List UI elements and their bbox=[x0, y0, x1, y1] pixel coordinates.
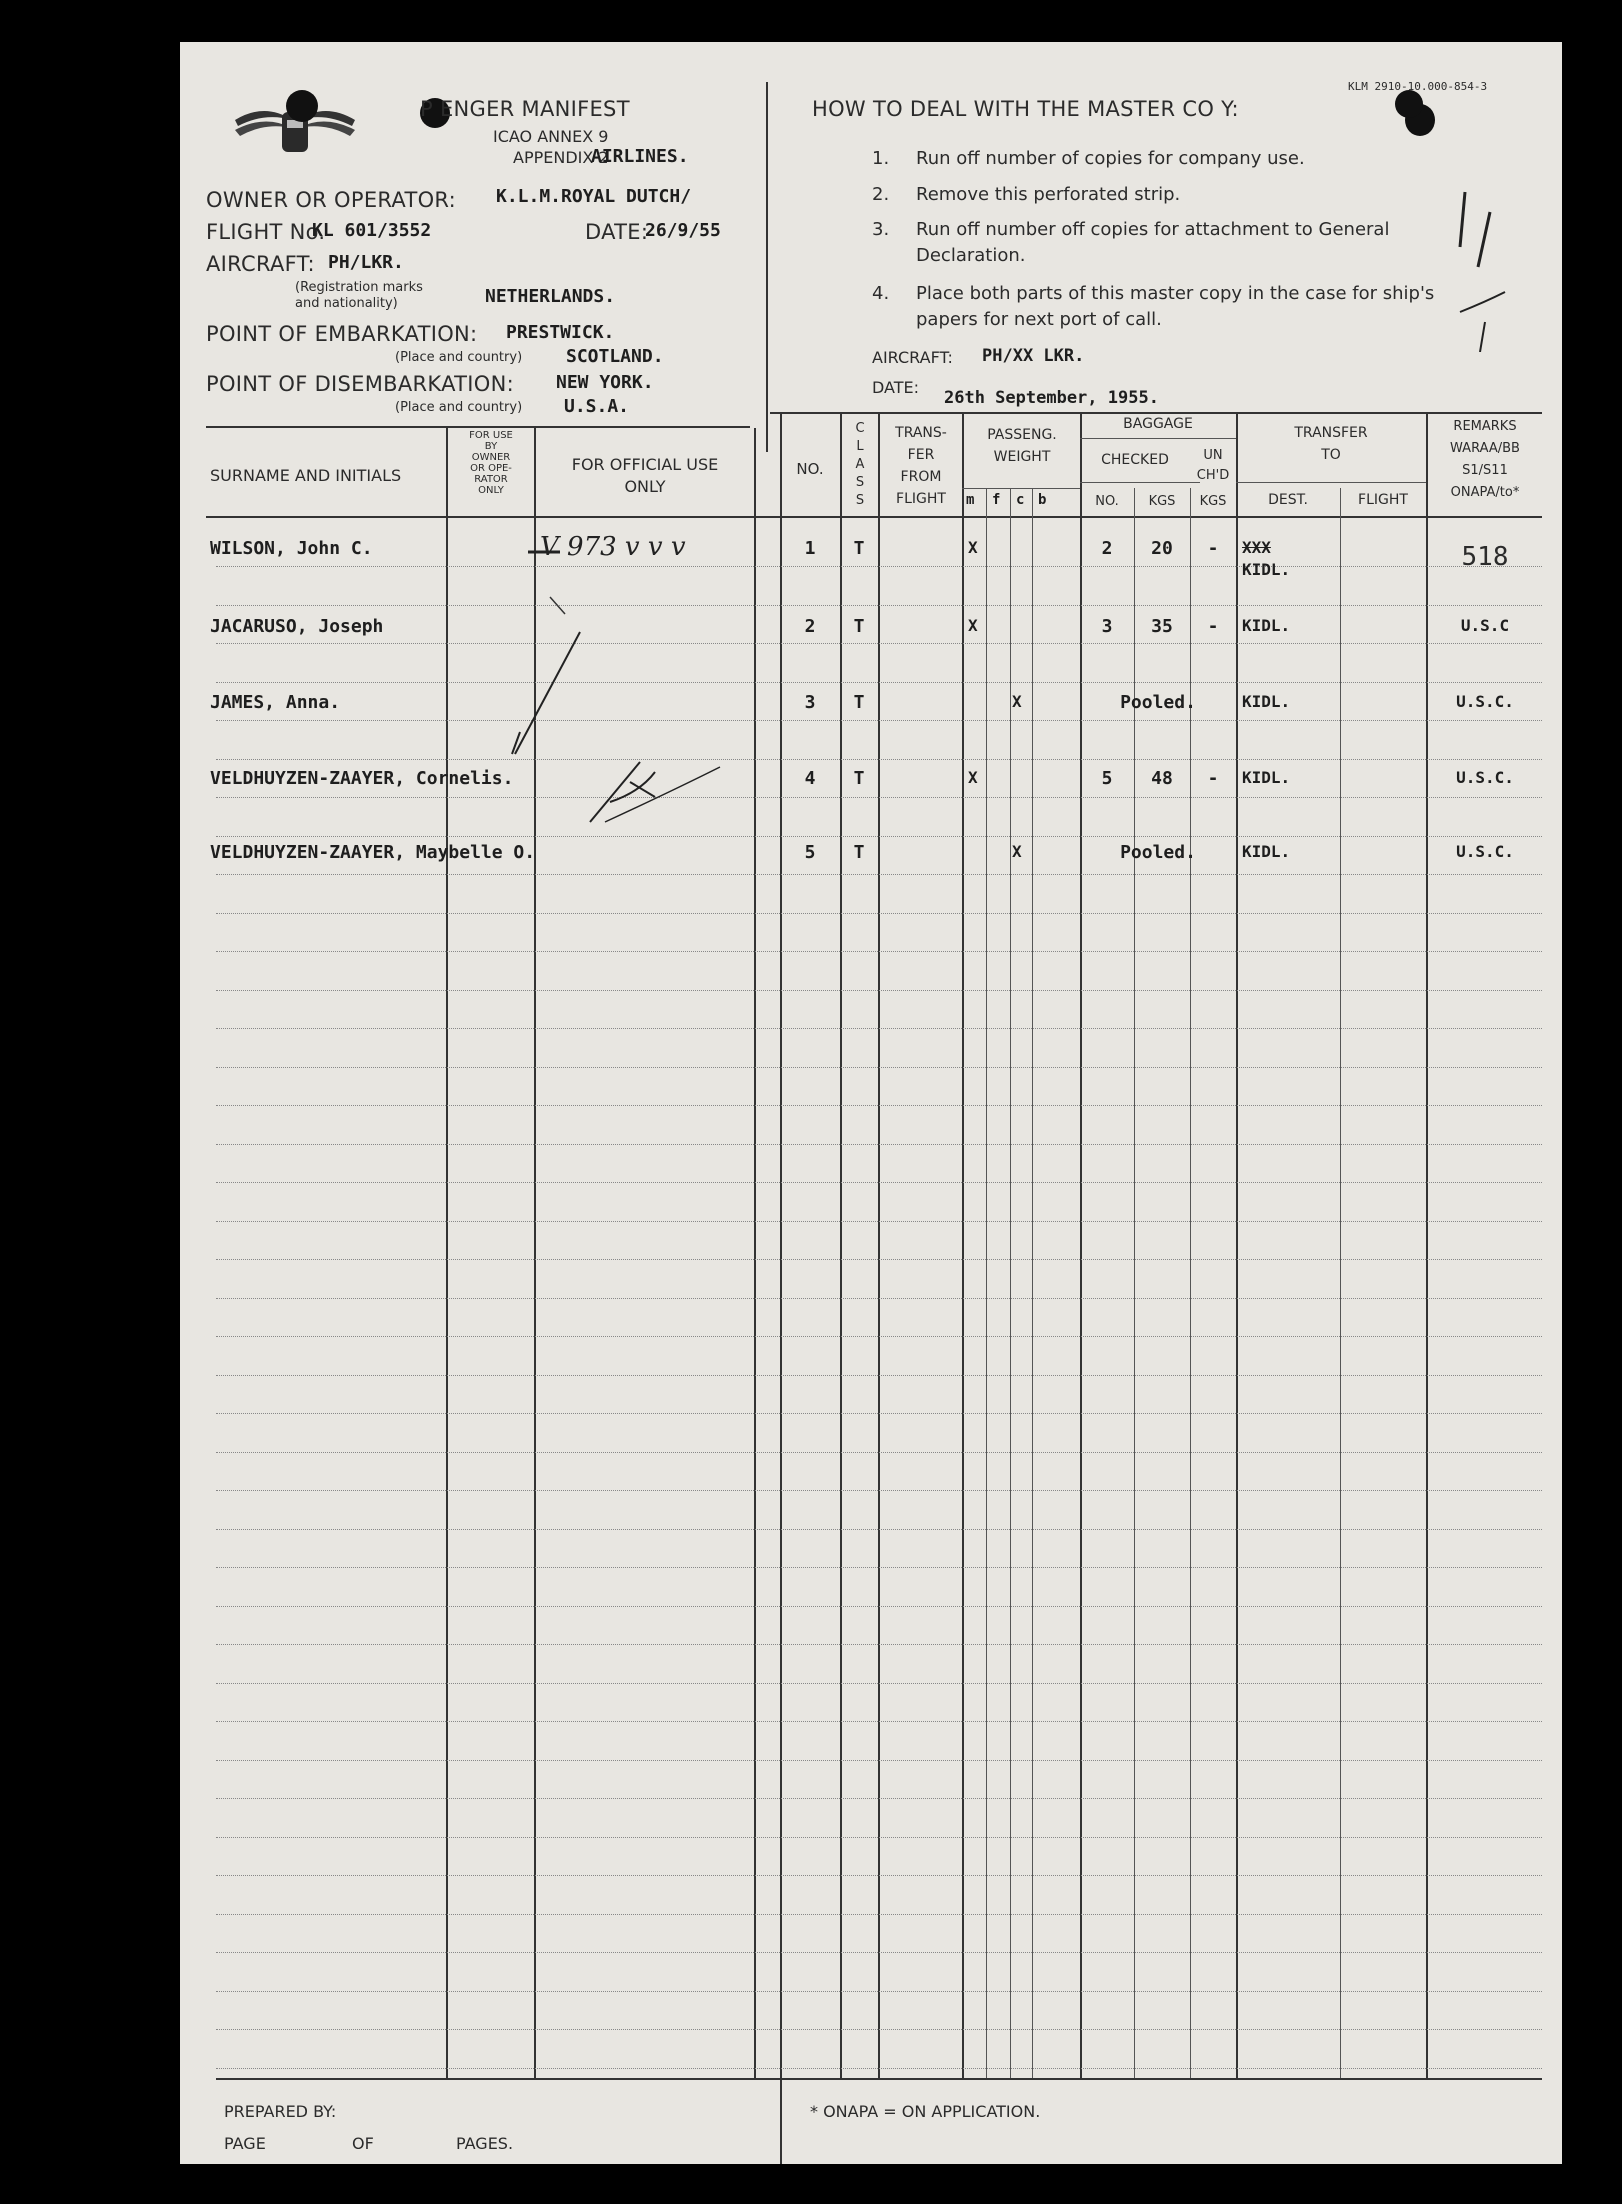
passenger-name: WILSON, John C. bbox=[210, 538, 373, 559]
passenger-remarks: U.S.C. bbox=[1456, 692, 1514, 711]
col-class-letter: L bbox=[856, 439, 864, 454]
aircraft-value: PH/LKR. bbox=[328, 252, 404, 273]
row-rule bbox=[216, 1952, 1542, 1953]
unchecked-kgs: - bbox=[1207, 538, 1219, 559]
column-rule bbox=[1426, 414, 1428, 2078]
unchecked-kgs: - bbox=[1207, 616, 1219, 637]
passenger-no: 5 bbox=[804, 842, 816, 863]
col-remarks-line: WARAA/BB bbox=[1450, 441, 1520, 456]
passenger-no: 1 bbox=[804, 538, 816, 559]
col-official bbox=[536, 454, 754, 498]
row-rule bbox=[216, 1991, 1542, 1992]
column-rule bbox=[1236, 414, 1238, 2078]
col-official-line: FOR OFFICIAL USE bbox=[571, 455, 719, 474]
col-baggage: BAGGAGE bbox=[1123, 416, 1193, 432]
instruction-num: 2. bbox=[872, 184, 890, 205]
column-rule bbox=[986, 488, 987, 2078]
column-rule bbox=[878, 414, 880, 2078]
disembarkation-note: (Place and country) bbox=[395, 400, 523, 415]
row-rule bbox=[216, 990, 1542, 991]
col-transfer-to-line: TRANSFER bbox=[1294, 425, 1368, 441]
instruction-num: 4. bbox=[872, 283, 890, 304]
col-weight-m: m bbox=[966, 492, 975, 508]
row-rule bbox=[216, 797, 1542, 798]
airline-suffix: AIRLINES. bbox=[591, 146, 689, 167]
passenger-remarks: U.S.C. bbox=[1456, 842, 1514, 861]
passenger-remarks: U.S.C. bbox=[1456, 768, 1514, 787]
row-rule bbox=[216, 1606, 1542, 1607]
column-rule bbox=[1134, 488, 1135, 2078]
col-class-letter: A bbox=[855, 457, 865, 472]
bag-kgs: 20 bbox=[1151, 538, 1173, 559]
col-transfer-from bbox=[880, 422, 962, 510]
bag-count: 5 bbox=[1101, 768, 1113, 789]
col-unchd-kgs: KGS bbox=[1199, 494, 1227, 509]
passenger-class: T bbox=[853, 768, 865, 789]
header-divider bbox=[766, 82, 768, 452]
row-rule bbox=[216, 874, 1542, 875]
col-transfer-line: FROM bbox=[900, 469, 942, 485]
col-for-use-line: RATOR bbox=[474, 474, 508, 485]
passenger-dest: KIDL. bbox=[1242, 616, 1291, 635]
column-rule bbox=[1010, 488, 1011, 2078]
instr-aircraft-label: AIRCRAFT: bbox=[872, 348, 953, 367]
col-weight-c: c bbox=[1016, 492, 1025, 508]
appendix-label: APPENDIX 2 bbox=[513, 148, 609, 167]
row-rule bbox=[216, 1490, 1542, 1491]
row-rule bbox=[216, 913, 1542, 914]
instruction-num: 3. bbox=[872, 219, 890, 240]
col-class-letter: S bbox=[855, 475, 865, 490]
row-rule bbox=[216, 1529, 1542, 1530]
date-value: 26/9/55 bbox=[645, 220, 721, 241]
col-transfer-to bbox=[1236, 422, 1426, 466]
passenger-no: 3 bbox=[804, 692, 816, 713]
passenger-no: 4 bbox=[804, 768, 816, 789]
col-transfer-line: FLIGHT bbox=[896, 491, 946, 507]
row-rule bbox=[216, 1837, 1542, 1838]
pages-label: PAGES. bbox=[456, 2134, 514, 2153]
instruction-text: Run off number off copies for attachment to General bbox=[916, 219, 1390, 240]
embarkation-value: PRESTWICK. bbox=[506, 322, 615, 343]
passenger-name: VELDHUYZEN-ZAAYER, Maybelle O. bbox=[210, 842, 536, 863]
row-rule bbox=[216, 1798, 1542, 1799]
weight-mark: X bbox=[1012, 842, 1022, 861]
col-official-line: ONLY bbox=[624, 477, 666, 496]
col-transfer-line: FER bbox=[907, 447, 935, 463]
col-flight: FLIGHT bbox=[1358, 492, 1408, 508]
row-rule bbox=[216, 1914, 1542, 1915]
instruction-text: Run off number of copies for company use. bbox=[916, 148, 1305, 169]
row-rule bbox=[216, 2068, 1542, 2069]
col-dest: DEST. bbox=[1268, 492, 1308, 508]
row-rule bbox=[216, 1105, 1542, 1106]
col-unchecked bbox=[1190, 446, 1236, 486]
passenger-name: JAMES, Anna. bbox=[210, 692, 341, 713]
passenger-dest: KIDL. bbox=[1242, 768, 1291, 787]
registration-note: (Registration marks bbox=[295, 280, 423, 295]
owner-value: K.L.M.ROYAL DUTCH/ bbox=[496, 186, 692, 207]
row-rule bbox=[216, 1182, 1542, 1183]
header-sub-rule bbox=[1236, 482, 1426, 483]
embarkation-label: POINT OF EMBARKATION: bbox=[206, 322, 478, 346]
row-rule bbox=[216, 720, 1542, 721]
passenger-no: 2 bbox=[804, 616, 816, 637]
page-label: PAGE bbox=[224, 2134, 266, 2153]
nationality-note: and nationality) bbox=[295, 296, 398, 311]
col-passeng-line: WEIGHT bbox=[993, 449, 1051, 465]
col-unchd-line: CH'D bbox=[1196, 468, 1230, 483]
weight-mark: X bbox=[968, 616, 978, 635]
form-title: P ENGER MANIFEST bbox=[420, 97, 630, 121]
row-rule bbox=[216, 1644, 1542, 1645]
row-rule bbox=[216, 1221, 1542, 1222]
passenger-class: T bbox=[853, 616, 865, 637]
column-rule bbox=[840, 414, 842, 2078]
row-rule bbox=[216, 2029, 1542, 2030]
instr-date-value: 26th September, 1955. bbox=[944, 388, 1159, 408]
aircraft-label: AIRCRAFT: bbox=[206, 252, 315, 276]
row-rule bbox=[216, 759, 1542, 760]
col-remarks-line: S1/S11 bbox=[1462, 463, 1508, 478]
column-rule bbox=[1190, 488, 1191, 2078]
col-for-use-line: FOR USE bbox=[469, 430, 513, 441]
col-remarks bbox=[1428, 416, 1542, 504]
passenger-dest: KIDL. bbox=[1242, 560, 1291, 579]
bag-kgs: 35 bbox=[1151, 616, 1173, 637]
passenger-dest: KIDL. bbox=[1242, 842, 1291, 861]
footnote: * ONAPA = ON APPLICATION. bbox=[810, 2102, 1041, 2121]
row-rule bbox=[216, 1413, 1542, 1414]
instr-date-label: DATE: bbox=[872, 378, 920, 397]
row-rule bbox=[216, 1336, 1542, 1337]
col-passenger-weight bbox=[964, 424, 1080, 468]
instructions-title: HOW TO DEAL WITH THE MASTER CO Y: bbox=[812, 97, 1239, 121]
col-for-use-line: OWNER bbox=[471, 452, 511, 463]
instruction-text: papers for next port of call. bbox=[916, 309, 1162, 330]
hole-punch bbox=[1395, 90, 1423, 118]
row-rule bbox=[216, 566, 1542, 567]
instruction-num: 1. bbox=[872, 148, 890, 169]
col-bag-kgs: KGS bbox=[1148, 494, 1176, 509]
bag-pooled: Pooled. bbox=[1120, 842, 1196, 863]
row-rule bbox=[216, 1683, 1542, 1684]
col-remarks-line: ONAPA/to* bbox=[1450, 485, 1520, 500]
instr-aircraft-value: PH/XX LKR. bbox=[982, 346, 1085, 366]
col-no: NO. bbox=[796, 460, 824, 478]
col-class-letter: S bbox=[855, 493, 865, 508]
col-for-use-line: BY bbox=[484, 441, 498, 452]
col-class bbox=[842, 420, 878, 510]
col-weight-b: b bbox=[1038, 492, 1047, 508]
col-remarks-line: REMARKS bbox=[1453, 419, 1517, 434]
row-rule bbox=[216, 1875, 1542, 1876]
of-label: OF bbox=[352, 2134, 374, 2153]
column-rule bbox=[962, 414, 964, 2078]
flight-label: FLIGHT No. bbox=[206, 220, 326, 244]
row-rule bbox=[216, 1375, 1542, 1376]
footer-divider bbox=[780, 2078, 782, 2164]
passenger-remarks: U.S.C bbox=[1460, 616, 1510, 635]
column-rule bbox=[1340, 488, 1341, 2078]
weight-mark: X bbox=[968, 768, 978, 787]
disembarkation-label: POINT OF DISEMBARKATION: bbox=[206, 372, 514, 396]
passenger-dest: KIDL. bbox=[1242, 692, 1291, 711]
row-rule bbox=[216, 682, 1542, 683]
col-class-letter: C bbox=[855, 421, 865, 436]
row-rule bbox=[216, 1721, 1542, 1722]
passenger-class: T bbox=[853, 842, 865, 863]
handwritten-official-note: V 973 v v v bbox=[540, 532, 686, 562]
bag-count: 2 bbox=[1101, 538, 1113, 559]
col-bag-no: NO. bbox=[1095, 494, 1119, 509]
passenger-class: T bbox=[853, 692, 865, 713]
disembarkation-country: U.S.A. bbox=[564, 396, 630, 417]
handwritten-tick-marks bbox=[1410, 152, 1520, 352]
dest-struck: XXX bbox=[1242, 538, 1271, 557]
date-label: DATE: bbox=[585, 220, 649, 244]
instruction-text: Remove this perforated strip. bbox=[916, 184, 1181, 205]
col-unchd-line: UN bbox=[1203, 448, 1223, 463]
table-bottom-border bbox=[216, 2078, 1542, 2080]
embarkation-note: (Place and country) bbox=[395, 350, 523, 365]
nationality-value: NETHERLANDS. bbox=[485, 286, 616, 307]
row-rule bbox=[216, 643, 1542, 644]
instruction-text: Place both parts of this master copy in the case for ship's bbox=[916, 283, 1435, 304]
header-bottom-border bbox=[206, 516, 1542, 518]
flight-value: KL 601/3552 bbox=[312, 220, 432, 241]
prepared-by-label: PREPARED BY: bbox=[224, 2102, 337, 2121]
klm-winged-crest-logo bbox=[230, 90, 360, 160]
row-rule bbox=[216, 1259, 1542, 1260]
row-rule bbox=[216, 1567, 1542, 1568]
handwritten-check-marks bbox=[440, 522, 780, 852]
row-rule bbox=[216, 1298, 1542, 1299]
passenger-remarks: 518 bbox=[1461, 542, 1509, 572]
col-transfer-line: TRANS- bbox=[895, 425, 947, 441]
disembarkation-value: NEW YORK. bbox=[556, 372, 654, 393]
owner-label: OWNER OR OPERATOR: bbox=[206, 188, 457, 212]
table-top-border bbox=[206, 426, 750, 428]
bag-count: 3 bbox=[1101, 616, 1113, 637]
row-rule bbox=[216, 1760, 1542, 1761]
row-rule bbox=[216, 605, 1542, 606]
column-rule bbox=[780, 414, 782, 2078]
header-sub-rule bbox=[962, 488, 1080, 489]
row-rule bbox=[216, 951, 1542, 952]
instruction-text: Declaration. bbox=[916, 245, 1026, 266]
passenger-name: JACARUSO, Joseph bbox=[210, 616, 384, 637]
manifest-page bbox=[180, 42, 1562, 2164]
col-surname: SURNAME AND INITIALS bbox=[210, 466, 402, 485]
weight-mark: X bbox=[1012, 692, 1022, 711]
col-for-use bbox=[448, 430, 534, 496]
passenger-name: VELDHUYZEN-ZAAYER, Cornelis. bbox=[210, 768, 514, 789]
column-rule bbox=[1032, 488, 1033, 2078]
col-weight-f: f bbox=[992, 492, 1001, 508]
column-rule bbox=[1080, 414, 1082, 2078]
header-sub-rule bbox=[1080, 438, 1236, 439]
col-for-use-line: OR OPE- bbox=[470, 463, 512, 474]
bag-kgs: 48 bbox=[1151, 768, 1173, 789]
weight-mark: X bbox=[968, 538, 978, 557]
row-rule bbox=[216, 1067, 1542, 1068]
embarkation-country: SCOTLAND. bbox=[566, 346, 664, 367]
row-rule bbox=[216, 1144, 1542, 1145]
passenger-class: T bbox=[853, 538, 865, 559]
icao-annex: ICAO ANNEX 9 bbox=[493, 127, 609, 146]
col-transfer-to-line: TO bbox=[1321, 447, 1341, 463]
unchecked-kgs: - bbox=[1207, 768, 1219, 789]
row-rule bbox=[216, 1028, 1542, 1029]
form-code: KLM 2910-10.000-854-3 bbox=[1348, 80, 1488, 93]
bag-pooled: Pooled. bbox=[1120, 692, 1196, 713]
header-sub-rule bbox=[1080, 482, 1200, 483]
col-for-use-line: ONLY bbox=[478, 485, 504, 496]
row-rule bbox=[216, 836, 1542, 837]
col-passeng-line: PASSENG. bbox=[987, 427, 1057, 443]
row-rule bbox=[216, 1452, 1542, 1453]
col-checked: CHECKED bbox=[1101, 452, 1169, 468]
